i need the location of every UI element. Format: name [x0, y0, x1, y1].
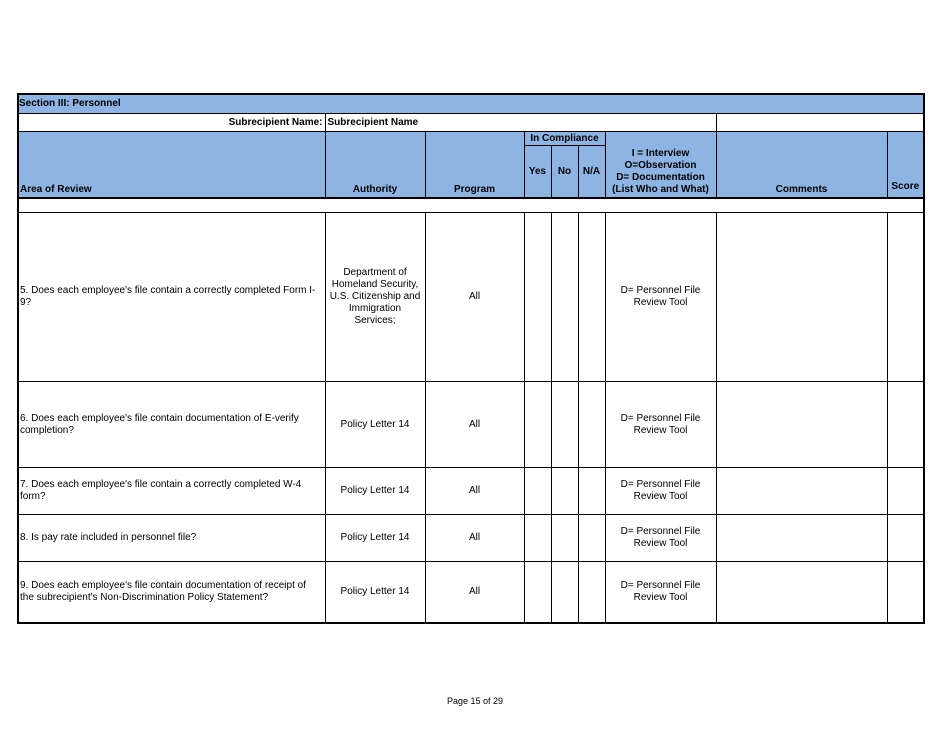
- method-cell: D= Personnel File Review Tool: [605, 562, 716, 623]
- yes-cell[interactable]: [524, 515, 551, 562]
- comments-cell[interactable]: [716, 213, 887, 382]
- yes-cell[interactable]: [524, 468, 551, 515]
- table-row: [18, 213, 924, 382]
- no-cell[interactable]: [551, 515, 578, 562]
- header-no: No: [551, 146, 578, 199]
- score-cell[interactable]: [887, 515, 924, 562]
- no-cell[interactable]: [551, 382, 578, 468]
- method-line-interview: I = Interview: [631, 148, 690, 159]
- page-number: Page 15 of 29: [446, 696, 504, 706]
- authority-cell: Policy Letter 14: [325, 382, 425, 468]
- question-cell: 9. Does each employee's file contain documentation of receipt of the subrecipient's Non-Discrimination Policy Statement?: [18, 562, 325, 623]
- comments-cell[interactable]: [716, 382, 887, 468]
- question-cell: 6. Does each employee's file contain documentation of E-verify completion?: [18, 382, 325, 468]
- subrecipient-name-label: Subrecipient Name:: [18, 114, 325, 132]
- header-na: N/A: [578, 146, 605, 199]
- method-cell: D= Personnel File Review Tool: [605, 515, 716, 562]
- comments-cell[interactable]: [716, 515, 887, 562]
- question-cell: 8. Is pay rate included in personnel file?: [18, 515, 325, 562]
- authority-cell: Policy Letter 14: [325, 468, 425, 515]
- header-score: Score: [887, 132, 924, 199]
- na-cell[interactable]: [578, 515, 605, 562]
- table-row: [18, 562, 924, 623]
- method-line-observation: O=Observation: [624, 160, 697, 171]
- personnel-review-table: [17, 93, 925, 624]
- header-yes: Yes: [524, 146, 551, 199]
- authority-cell: Policy Letter 14: [325, 515, 425, 562]
- method-cell: D= Personnel File Review Tool: [605, 213, 716, 382]
- yes-cell[interactable]: [524, 382, 551, 468]
- no-cell[interactable]: [551, 213, 578, 382]
- question-cell: 7. Does each employee's file contain a correctly completed W-4 form?: [18, 468, 325, 515]
- method-line-list-who: (List Who and What): [612, 184, 709, 195]
- subrecipient-name-blank: [716, 114, 924, 132]
- score-cell[interactable]: [887, 382, 924, 468]
- header-authority: Authority: [325, 132, 425, 199]
- na-cell[interactable]: [578, 382, 605, 468]
- spacer-row: [18, 198, 924, 213]
- method-cell: D= Personnel File Review Tool: [605, 382, 716, 468]
- comments-cell[interactable]: [716, 468, 887, 515]
- program-cell: All: [425, 515, 524, 562]
- yes-cell[interactable]: [524, 213, 551, 382]
- na-cell[interactable]: [578, 562, 605, 623]
- program-cell: All: [425, 468, 524, 515]
- header-area-of-review: Area of Review: [18, 132, 325, 199]
- comments-cell[interactable]: [716, 562, 887, 623]
- na-cell[interactable]: [578, 213, 605, 382]
- program-cell: All: [425, 213, 524, 382]
- score-cell[interactable]: [887, 468, 924, 515]
- subrecipient-name-value: Subrecipient Name: [325, 114, 716, 132]
- yes-cell[interactable]: [524, 562, 551, 623]
- table-row: [18, 382, 924, 468]
- header-comments: Comments: [716, 132, 887, 199]
- method-cell: D= Personnel File Review Tool: [605, 468, 716, 515]
- table-row: [18, 515, 924, 562]
- program-cell: All: [425, 562, 524, 623]
- no-cell[interactable]: [551, 468, 578, 515]
- no-cell[interactable]: [551, 562, 578, 623]
- na-cell[interactable]: [578, 468, 605, 515]
- header-method: [605, 132, 716, 199]
- table-row: [18, 468, 924, 515]
- section-title: Section III: Personnel: [18, 94, 924, 114]
- authority-cell: Department of Homeland Security, U.S. Citizenship and Immigration Services;: [325, 213, 425, 382]
- program-cell: All: [425, 382, 524, 468]
- method-line-documentation: D= Documentation: [616, 172, 705, 183]
- score-cell[interactable]: [887, 562, 924, 623]
- header-program: Program: [425, 132, 524, 199]
- authority-cell: Policy Letter 14: [325, 562, 425, 623]
- score-cell[interactable]: [887, 213, 924, 382]
- question-cell: 5. Does each employee's file contain a correctly completed Form I-9?: [18, 213, 325, 382]
- header-in-compliance: In Compliance: [524, 132, 605, 146]
